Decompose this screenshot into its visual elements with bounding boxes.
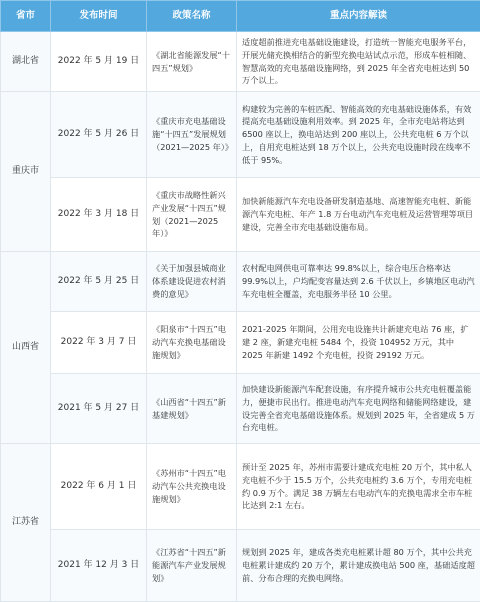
- content-cell: 加快新能源汽车充电设备研发制造基地、高速智能充电桩、新能源汽车充电桩、年产 1.8 万台电动汽车充电桩及运营管理等项目建设，完善全市充电基础设施布局。: [237, 178, 480, 252]
- table-row: [1, 312, 480, 374]
- province-cell: 山西省: [1, 252, 51, 444]
- date-cell: 2022 年 5 月 26 日: [51, 92, 147, 178]
- table-header-row: [1, 1, 480, 32]
- table-row: [1, 252, 480, 312]
- header-province: 省市: [1, 1, 51, 32]
- content-cell: 构建较为完善的车桩匹配、智能高效的充电基础设施体系，有效提高充电基础设施利用效率。到 2025 年，全市充电站将达到 6500 座以上，换电站达到 200 座以上，公共充电桩 6 万个以上，自用充电桩达到 18 万个以上，公共充电设施时段在线率不低于 95%。: [237, 92, 480, 178]
- table-row: [1, 530, 480, 602]
- content-cell: 规划到 2025 年，建成各类充电桩累计超 80 万个，其中公共充电桩累计建成约 20 万个，累计建成换电站 500 座，基础适度超前、分布合理的充换电网络。: [237, 530, 480, 602]
- table-row: [1, 444, 480, 530]
- date-cell: 2021 年 5 月 27 日: [51, 374, 147, 444]
- content-cell: 适度超前推进充电基础设施建设，打造统一智能充电服务平台，开展光储充换相结合的新型充换电站试点示范，形成车桩相随、智慧高效的充电基础设施网络，到 2025 年全省充电桩达到 50 万个以上。: [237, 32, 480, 92]
- content-cell: 2021-2025 年期间，公用充电设施共计新建充电站 76 座，扩建 2 座，新建充电桩 5484 个，投资 104952 万元，其中 2025 年新建 1492 个充电桩，投资 29192 万元。: [237, 312, 480, 374]
- province-cell: 湖北省: [1, 32, 51, 92]
- province-cell: 江苏省: [1, 444, 51, 602]
- date-cell: 2022 年 5 月 25 日: [51, 252, 147, 312]
- policy-name-cell: 《苏州市“十四五”电动汽车公共充换电设施规划》: [147, 444, 237, 530]
- header-policy-name: 政策名称: [147, 1, 237, 32]
- header-key-content: 重点内容解读: [237, 1, 480, 32]
- policy-name-cell: 《关于加强县城商业体系建设促进农村消费的意见》: [147, 252, 237, 312]
- date-cell: 2022 年 6 月 1 日: [51, 444, 147, 530]
- table-row: [1, 32, 480, 92]
- date-cell: 2022 年 3 月 18 日: [51, 178, 147, 252]
- header-date: 发布时间: [51, 1, 147, 32]
- table-row: [1, 92, 480, 178]
- content-cell: 加快建设新能源汽车配套设施，有序提升城市公共充电桩覆盖能力，便捷市民出行。推进电动汽车充电网络和储能网络建设，建设完善全省充电基础设施体系。规划到 2025 年，全省建成 5 万台充电桩。: [237, 374, 480, 444]
- policy-name-cell: 《湖北省能源发展“十四五”规划》: [147, 32, 237, 92]
- content-cell: 农村配电网供电可靠率达 99.8%以上，综合电压合格率达 99.9%以上，户均配变容量达到 2.6 千伏以上，乡镇地区电动汽车充电桩全覆盖，充电服务半径 10 公里。: [237, 252, 480, 312]
- policy-name-cell: 《山西省“十四五”新基建规划》: [147, 374, 237, 444]
- policy-name-cell: 《重庆市充电基础设施“十四五”发展规划（2021—2025 年）》: [147, 92, 237, 178]
- policy-name-cell: 《重庆市战略性新兴产业发展“十四五”规划（2021—2025 年）》: [147, 178, 237, 252]
- policy-name-cell: 《阳泉市“十四五”电动汽车充换电基础设施规划》: [147, 312, 237, 374]
- policy-name-cell: 《江苏省“十四五”新能源汽车产业发展规划》: [147, 530, 237, 602]
- province-cell: 重庆市: [1, 92, 51, 252]
- date-cell: 2022 年 3 月 7 日: [51, 312, 147, 374]
- date-cell: 2021 年 12 月 3 日: [51, 530, 147, 602]
- content-cell: 预计至 2025 年，苏州市需要计建成充电桩 20 万个，其中私人充电桩不少于 15.5 万个，公共充电桩约 3.6 万个，专用充电桩约 0.9 万个。满足 38 万辆左右电动汽车的充换电需求全市车桩比达到 2:1 左右。: [237, 444, 480, 530]
- table-row: [1, 374, 480, 444]
- table-row: [1, 178, 480, 252]
- date-cell: 2022 年 5 月 19 日: [51, 32, 147, 92]
